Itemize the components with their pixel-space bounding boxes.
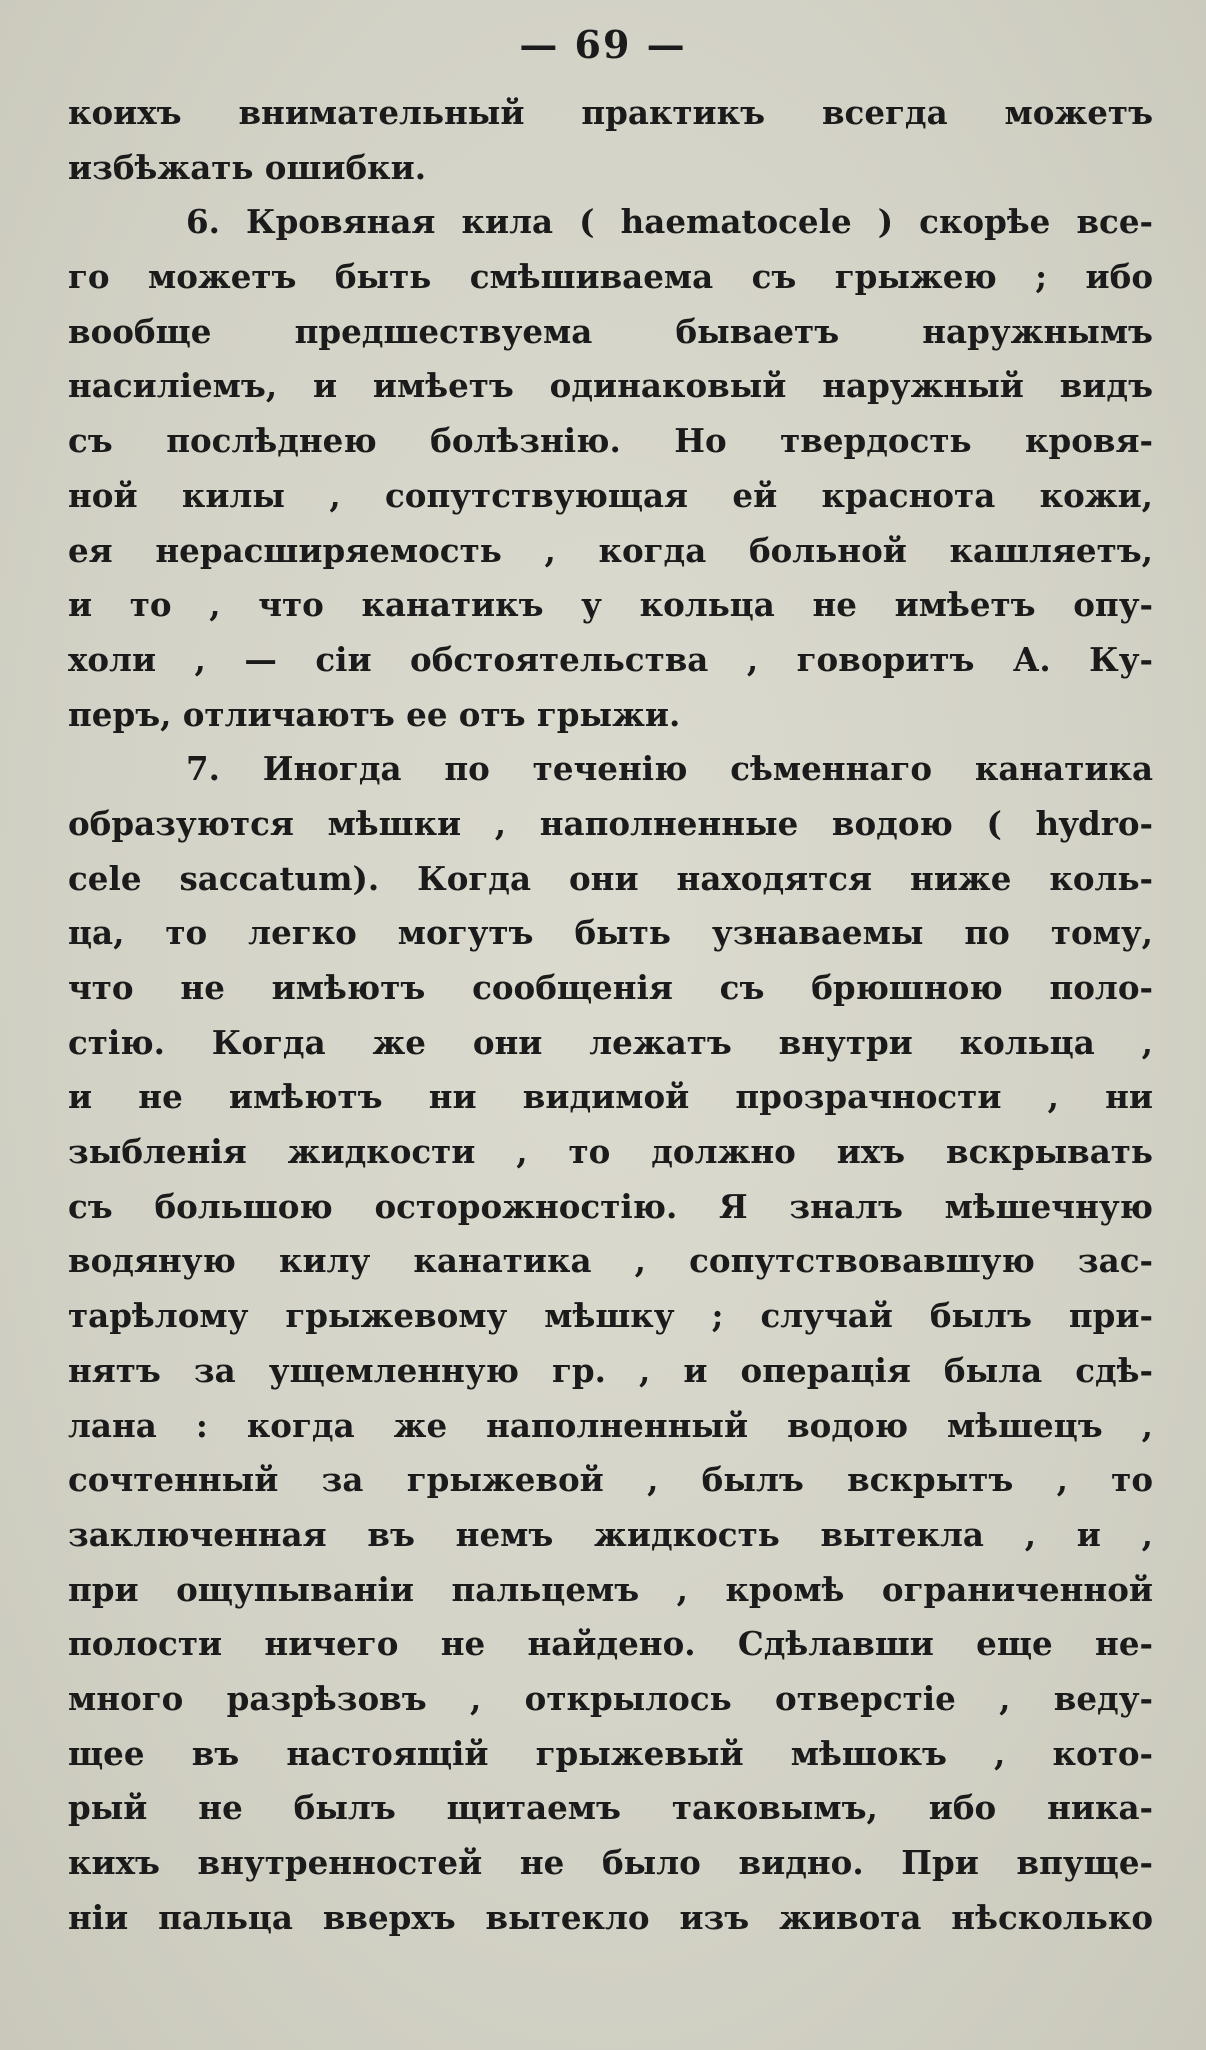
text-line: ной килы , сопутствующая ей краснота кожи, — [68, 475, 1153, 515]
text-line: и то , что канатикъ у кольца не имѣетъ опу- — [68, 585, 1153, 625]
text-line: при ощупываніи пальцемъ , кромѣ ограниченной — [68, 1569, 1153, 1609]
text-line: водяную килу канатика , сопутствовавшую зас- — [68, 1241, 1153, 1281]
page-number: — 69 — — [519, 22, 687, 67]
text-line: вообще предшествуема бываетъ наружнымъ — [68, 311, 1153, 351]
text-line: зыбленія жидкости , то должно ихъ вскрывать — [68, 1132, 1153, 1172]
text-line: ніи пальца вверхъ вытекло изъ живота нѣсколько — [68, 1897, 1153, 1937]
text-line: избѣжать ошибки. — [68, 147, 427, 187]
text-line: съ послѣднею болѣзнію. Но твердость кровя- — [68, 421, 1153, 461]
text-line: и не имѣютъ ни видимой прозрачности , ни — [68, 1077, 1153, 1117]
text-line: 6. Кровяная кила ( haematocele ) скорѣе все- — [186, 202, 1153, 242]
text-line: го можетъ быть смѣшиваема съ грыжею ; ибо — [68, 257, 1153, 297]
text-line: стію. Когда же они лежатъ внутри кольца , — [68, 1022, 1153, 1062]
text-line: много разрѣзовъ , открылось отверстіе , веду- — [68, 1678, 1153, 1718]
text-line: холи , — сіи обстоятельства , говоритъ А. Ку- — [68, 639, 1153, 679]
text-line: насиліемъ, и имѣетъ одинаковый наружный видъ — [68, 366, 1153, 406]
text-line: сочтенный за грыжевой , былъ вскрытъ , то — [68, 1460, 1153, 1500]
text-line: заключенная въ немъ жидкость вытекла , и , — [68, 1514, 1153, 1554]
text-line: щее въ настоящій грыжевый мѣшокъ , кото- — [68, 1733, 1153, 1773]
text-line: образуются мѣшки , наполненные водою ( hydro- — [68, 803, 1153, 843]
text-line: съ большою осторожностію. Я зналъ мѣшечную — [68, 1186, 1153, 1226]
text-line: ца, то легко могутъ быть узнаваемы по тому, — [68, 913, 1153, 953]
text-line: cele saccatum). Когда они находятся ниже коль- — [68, 858, 1153, 898]
text-line: нятъ за ущемленную гр. , и операція была сдѣ- — [68, 1350, 1153, 1390]
body-text — [68, 86, 1153, 1945]
text-line: перъ, отличаютъ ее отъ грыжи. — [68, 694, 681, 734]
text-line: полости ничего не найдено. Сдѣлавши еще не- — [68, 1624, 1153, 1664]
text-line: 7. Иногда по теченію сѣменнаго канатика — [186, 749, 1153, 789]
text-line: кихъ внутренностей не было видно. При впуще- — [68, 1843, 1153, 1882]
text-line: ея нерасширяемость , когда больной кашляетъ, — [68, 530, 1153, 570]
text-line: что не имѣютъ сообщенія съ брюшною поло- — [68, 968, 1153, 1007]
text-line: лана : когда же наполненный водою мѣшецъ , — [68, 1405, 1153, 1445]
text-line: рый не былъ щитаемъ таковымъ, ибо никa- — [68, 1788, 1153, 1828]
text-line: тарѣлому грыжевому мѣшку ; случай былъ при- — [68, 1296, 1153, 1336]
text-line: коихъ внимательный практикъ всегда можетъ — [68, 93, 1153, 132]
